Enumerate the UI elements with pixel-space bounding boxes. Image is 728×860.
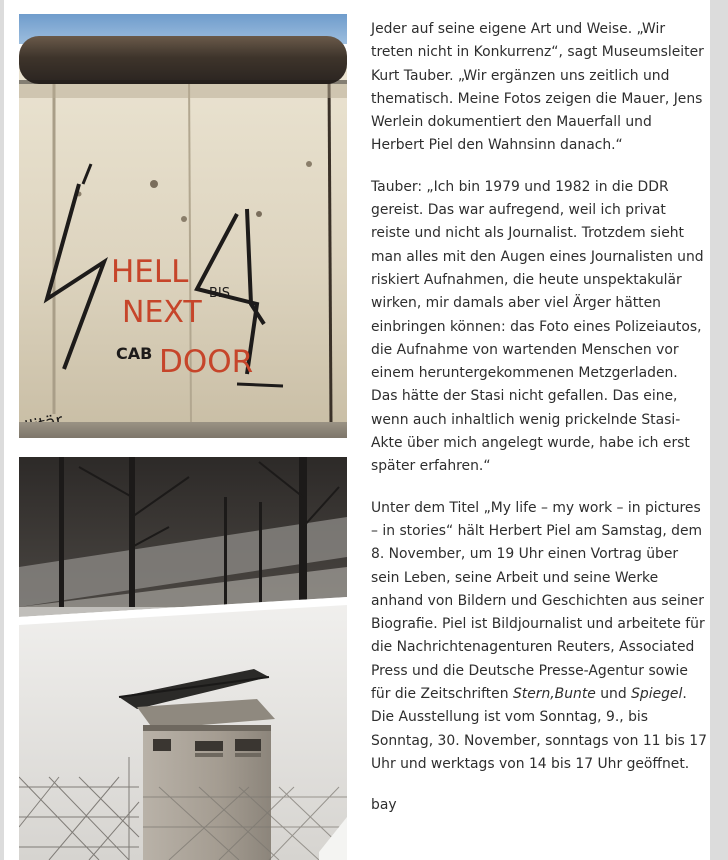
graffiti-small-bis: BIS [209,286,231,301]
paragraph-3-text-part3: . Die Ausstellung ist vom Sonntag, 9., bis Sonntag, 30. November, sonntags von 11 bis 17 Uhr und werktags von 14 bis 17 Uhr geöffnet. [371,686,707,772]
author-signature: bay [371,797,397,814]
article-page [4,0,710,860]
graffiti-door: DOOR [159,344,254,380]
article-paragraph-2: Tauber: „Ich bin 1979 und 1982 in die DDR gereist. Das war aufregend, weil ich privat reiste und nicht als Journalist. Trotzdem sieht man alles mit den Augen eines Journalisten und riskiert Aufnahmen, die heute unspektakulär wirken, mir damals aber viel Ärger hätten einbringen können: das Foto eines Polizeiautos, die Aufnahme von wartenden Menschen vor einem heruntergekommenen Metzgerladen. Das hätte der Stasi nicht gefallen. Das eine, wenn auch inhaltlich wenig prickelnde Stasi-Akte über mich angelegt wurde, habe ich erst später erfahren.“ [371,178,704,475]
article-paragraph-1: Jeder auf seine eigene Art und Weise. „Wir treten nicht in Konkurrenz“, sagt Museumsleiter Kurt Tauber. „Wir ergänzen uns zeitlich und thematisch. Meine Fotos zeigen die Mauer, Jens Werlein dokumentiert den Mauerfall und Herbert Piel den Wahnsinn danach.“ [371,21,704,154]
article-text [371,18,707,836]
paragraph-3-text-part2: und [595,686,632,703]
graffiti-next: NEXT [122,295,202,330]
magazine-stern-bunte: Stern,Bunte [512,686,596,703]
border-watchtower-photo [19,457,347,860]
graffiti-hell: HELL [111,254,189,290]
paragraph-3-text-part1: Unter dem Titel „My life – my work – in pictures – in stories“ hält Herbert Piel am Samstag, dem 8. November, um 19 Uhr einen Vortrag über sein Leben, seine Arbeit und seine Werke anhand von Bildern und Geschichten aus seiner Biografie. Piel ist Bildjournalist und arbeitete für die Nachrichtenagenturen Reuters, Associated Press und die Deutsche Presse-Agentur sowie für die Zeitschriften [371,499,705,703]
graffiti-small-cab: CAB [116,344,153,363]
magazine-spiegel: Spiegel [631,686,683,703]
berlin-wall-graffiti-photo [19,14,347,438]
article-paragraph-3 [371,497,707,777]
